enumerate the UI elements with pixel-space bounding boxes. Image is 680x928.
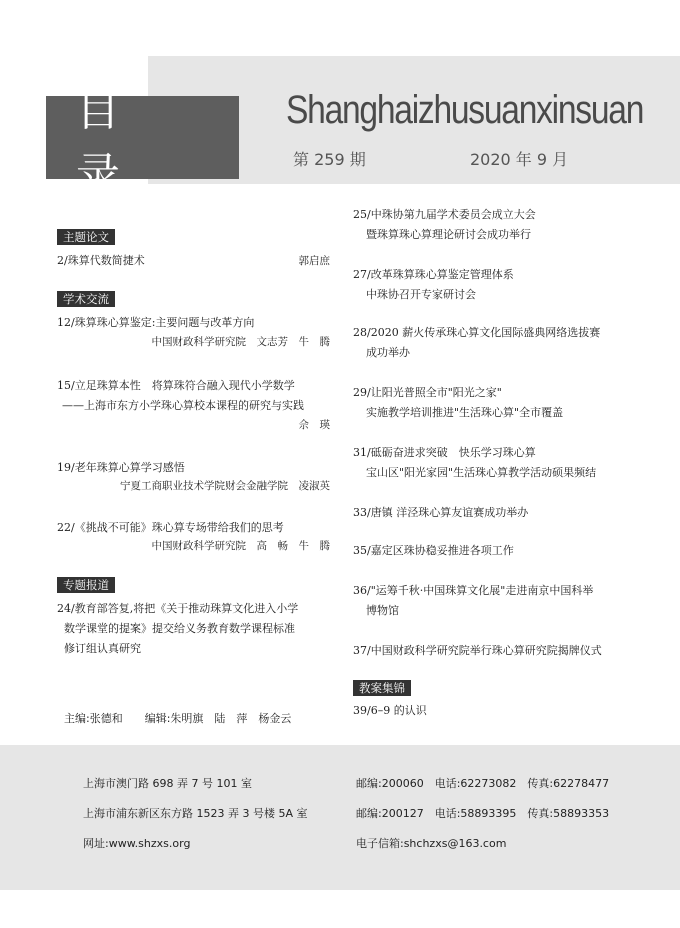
article-author: 中国财政科学研究院 高 畅 牛 腾 bbox=[151, 540, 330, 552]
article-subtitle: ——上海市东方小学珠心算校本课程的研究与实践 bbox=[62, 399, 304, 412]
issue-date: 2020 年 9 月 bbox=[470, 150, 569, 169]
section-label: 学术交流 bbox=[57, 291, 115, 307]
issue-number: 第 259 期 bbox=[293, 150, 366, 169]
article-title[interactable]: 31/砥砺奋进求突破 快乐学习珠心算 bbox=[353, 446, 536, 459]
article-title[interactable]: 15/立足珠算本性 将算珠符合融入现代小学数学 bbox=[57, 379, 295, 392]
editorial-credits: 主编:张德和 编辑:朱明旗 陆 萍 杨金云 bbox=[64, 712, 292, 725]
article-author: 中国财政科学研究院 文志芳 牛 腾 bbox=[151, 336, 330, 348]
article-title[interactable]: 22/《挑战不可能》珠心算专场带给我们的思考 bbox=[57, 521, 284, 534]
magazine-brand: Shanghaizhusuanxinsuan bbox=[286, 88, 644, 132]
article-title[interactable]: 2/珠算代数简捷术 bbox=[57, 254, 145, 267]
article-title[interactable]: 29/让阳光普照全市"阳光之家" bbox=[353, 386, 502, 399]
article-title[interactable]: 39/6–9 的认识 bbox=[353, 704, 427, 717]
article-author: 郭启庶 bbox=[298, 255, 330, 267]
address-line: 上海市浦东新区东方路 1523 弄 3 号楼 5A 室 bbox=[83, 807, 308, 820]
article-title-cont: 成功举办 bbox=[366, 346, 410, 359]
website[interactable]: 网址:www.shzxs.org bbox=[83, 837, 191, 850]
article-title-cont: 实施教学培训推进"生活珠心算"全市覆盖 bbox=[366, 406, 564, 419]
article-title[interactable]: 19/老年珠算心算学习感悟 bbox=[57, 461, 185, 474]
article-title-cont: 中珠协召开专家研讨会 bbox=[366, 288, 476, 301]
article-author: 宁夏工商职业技术学院财会金融学院 凌淑英 bbox=[120, 480, 330, 492]
contact-line: 邮编:200127 电话:58893395 传真:58893353 bbox=[356, 807, 610, 820]
address-line: 上海市澳门路 698 弄 7 号 101 室 bbox=[83, 777, 252, 790]
article-title-cont: 数学课堂的提案》提交给义务教育数学课程标准 bbox=[64, 622, 295, 635]
article-title[interactable]: 27/改革珠算珠心算鉴定管理体系 bbox=[353, 268, 514, 281]
section-label: 专题报道 bbox=[57, 577, 115, 593]
article-title-cont: 修订组认真研究 bbox=[64, 642, 141, 655]
article-title-cont: 暨珠算珠心算理论研讨会成功举行 bbox=[366, 228, 531, 241]
article-title[interactable]: 37/中国财政科学研究院举行珠心算研究院揭牌仪式 bbox=[353, 644, 602, 657]
article-title[interactable]: 25/中珠协第九届学术委员会成立大会 bbox=[353, 208, 536, 221]
article-title[interactable]: 12/珠算珠心算鉴定:主要问题与改革方向 bbox=[57, 316, 255, 329]
article-title[interactable]: 36/"运筹千秋·中国珠算文化展"走进南京中国科举 bbox=[353, 584, 594, 597]
email[interactable]: 电子信箱:shchzxs@163.com bbox=[356, 837, 507, 850]
section-label: 教案集锦 bbox=[353, 680, 411, 696]
toc-title: 目 录 bbox=[46, 96, 239, 179]
section-label: 主题论文 bbox=[57, 229, 115, 245]
article-title-cont: 博物馆 bbox=[366, 604, 399, 617]
article-title[interactable]: 28/2020 薪火传承珠心算文化国际盛典网络选拔赛 bbox=[353, 326, 601, 339]
article-author: 佘 瑛 bbox=[298, 419, 330, 431]
contact-line: 邮编:200060 电话:62273082 传真:62278477 bbox=[356, 777, 610, 790]
article-title-cont: 宝山区"阳光家园"生活珠心算教学活动硕果频结 bbox=[366, 466, 597, 479]
article-title[interactable]: 35/嘉定区珠协稳妥推进各项工作 bbox=[353, 544, 514, 557]
article-title[interactable]: 24/教育部答复,将把《关于推动珠算文化进入小学 bbox=[57, 602, 299, 615]
article-title[interactable]: 33/唐镇 洋泾珠心算友谊赛成功举办 bbox=[353, 506, 529, 519]
